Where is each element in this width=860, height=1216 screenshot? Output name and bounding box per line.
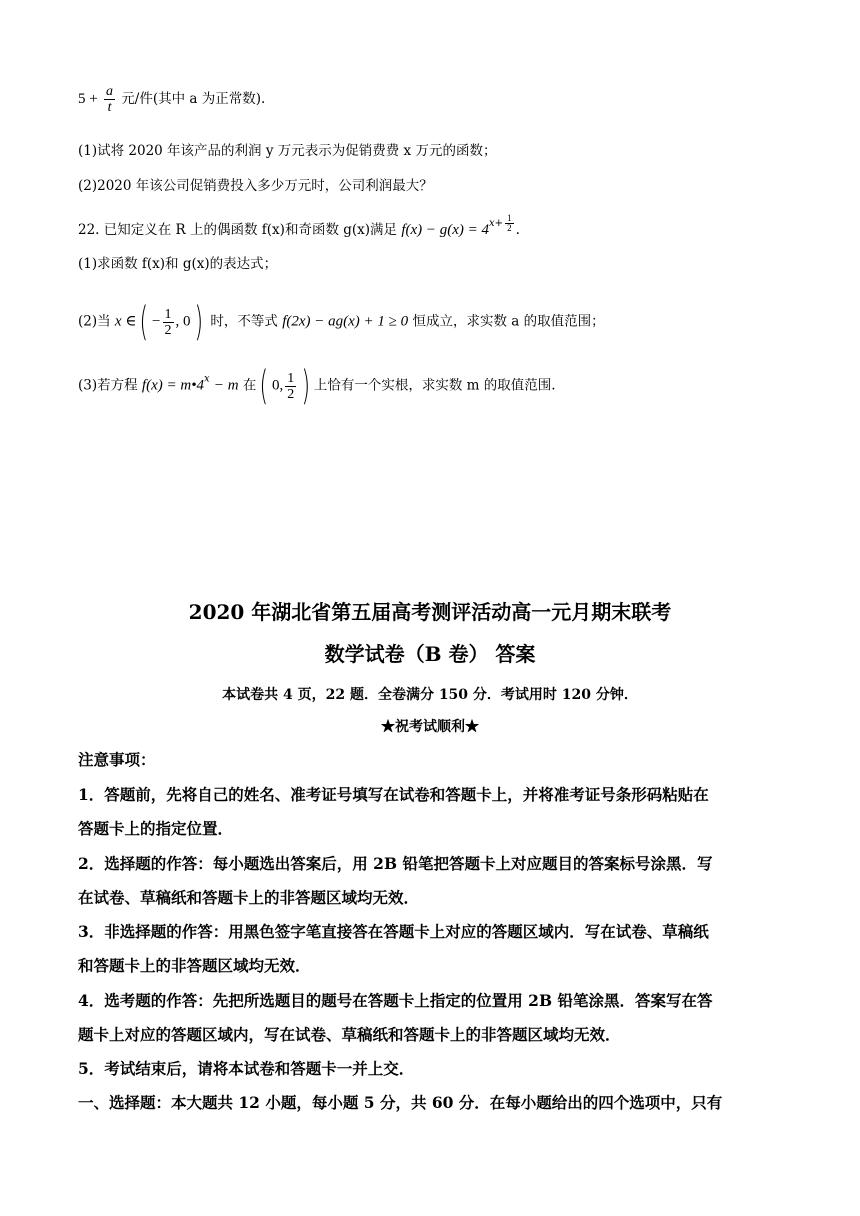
part-3-equation: f(x) = m•4 [141,377,204,394]
question-22-formula: f(x) − g(x) = 4 [401,222,490,238]
note-2-line-2: 在试卷、草稿纸和答题卡上的非答题区域均无效． [78,888,420,907]
note-3-line-2: 和答题卡上的非答题区域均无效． [78,956,311,975]
interval-start: 0, [272,377,284,394]
exponent-text: x+ [489,218,504,229]
left-paren-2: ( [259,363,269,409]
answer-title: 2020 年湖北省第五届高考测评活动高一元月期末联考 [188,600,672,624]
frac-num-2: 1 [287,370,295,386]
right-paren: ) [194,299,203,345]
frac-den-2: 2 [287,386,295,402]
note-3-line-1: 3．非选择题的作答：用黑色签字笔直接答在答题卡上对应的答题区域内．写在试卷、草稿纸 [78,922,709,941]
frac-den: 2 [164,322,172,338]
half-num: 1 [507,213,512,223]
question-22-part-2 [78,299,605,345]
part-3-in: 在 [242,377,257,394]
question-21-part-1: (1)试将 2020 年该产品的利润 y 万元表示为促销费费 x 万元的函数； [78,143,497,159]
note-2-line-1: 2．选择题的作答：每小题选出答案后，用 2B 铅笔把答题卡上对应题目的答案标号涂黑．写 [78,854,713,873]
price-line [78,84,265,115]
notes-heading: 注意事项： [78,750,156,769]
formula-five-plus: 5 + [78,91,98,107]
part-3-end: 上恰有一个实根，求实数 m 的取值范围. [313,377,556,394]
note-5: 5．考试结束后，请将本试卷和答题卡一并上交． [78,1059,415,1078]
exam-info: 本试卷共 4 页，22 题．全卷满分 150 分．考试用时 120 分钟． [222,687,638,703]
part-3-exponent: x [203,373,210,385]
question-21-part-2: (2)2020 年该公司促销费投入多少万元时，公司利润最大？ [78,178,433,194]
note-4-line-1: 4．选考题的作答：先把所选题目的题号在答题卡上指定的位置用 2B 铅笔涂黑．答案写在答 [78,991,713,1010]
question-22-text: 22. 已知定义在 R 上的偶函数 f(x)和奇函数 g(x)满足 [78,222,398,238]
interval-end: , 0 [175,313,191,330]
part-2-mid: 时，不等式 [210,313,278,330]
part-2-end: 恒成立，求实数 a 的取值范围； [412,313,605,330]
answer-subtitle: 数学试卷（B 卷） 答案 [324,642,536,666]
note-4-line-2: 题卡上对应的答题区域内，写在试卷、草稿纸和答题卡上的非答题区域均无效． [78,1025,621,1044]
fraction-denominator: t [107,100,112,115]
note-1-line-1: 1．答题前，先将自己的姓名、准考证号填写在试卷和答题卡上，并将准考证号条形码粘贴在 [78,785,709,804]
half-den: 2 [507,223,512,233]
question-22-exponent [489,213,516,233]
left-paren: ( [139,299,149,345]
right-paren-2: ) [301,363,311,409]
exponent-half [505,214,514,233]
note-1-line-2: 答题卡上的指定位置． [78,819,234,838]
question-22-end: . [515,222,520,238]
question-22-part-1: (1)求函数 f(x)和 g(x)的表达式； [78,256,278,272]
price-unit-text: 元/件(其中 a 为正常数). [121,91,266,107]
minus-sign: − [152,313,161,330]
good-luck-line: ★祝考试顺利★ [381,719,479,735]
half-fraction [285,371,296,402]
part-3-minus-m: − m [213,377,239,394]
neg-half-fraction [163,307,174,338]
question-22-stem [78,214,520,239]
part-2-inequality: f(2x) − ag(x) + 1 ≥ 0 [282,313,409,330]
frac-num: 1 [164,306,172,322]
part-3-intro: (3)若方程 [78,377,138,394]
fraction-numerator: a [106,84,114,99]
part-2-intro: (2)当 [78,313,111,330]
section-1-heading: 一、选择题：本大题共 12 小题，每小题 5 分，共 60 分．在每小题给出的四个选项中，只有 [78,1093,723,1112]
question-22-part-3 [78,363,556,409]
x-in-symbol: x ∈ [114,313,137,330]
fraction-a-over-t [104,84,115,115]
